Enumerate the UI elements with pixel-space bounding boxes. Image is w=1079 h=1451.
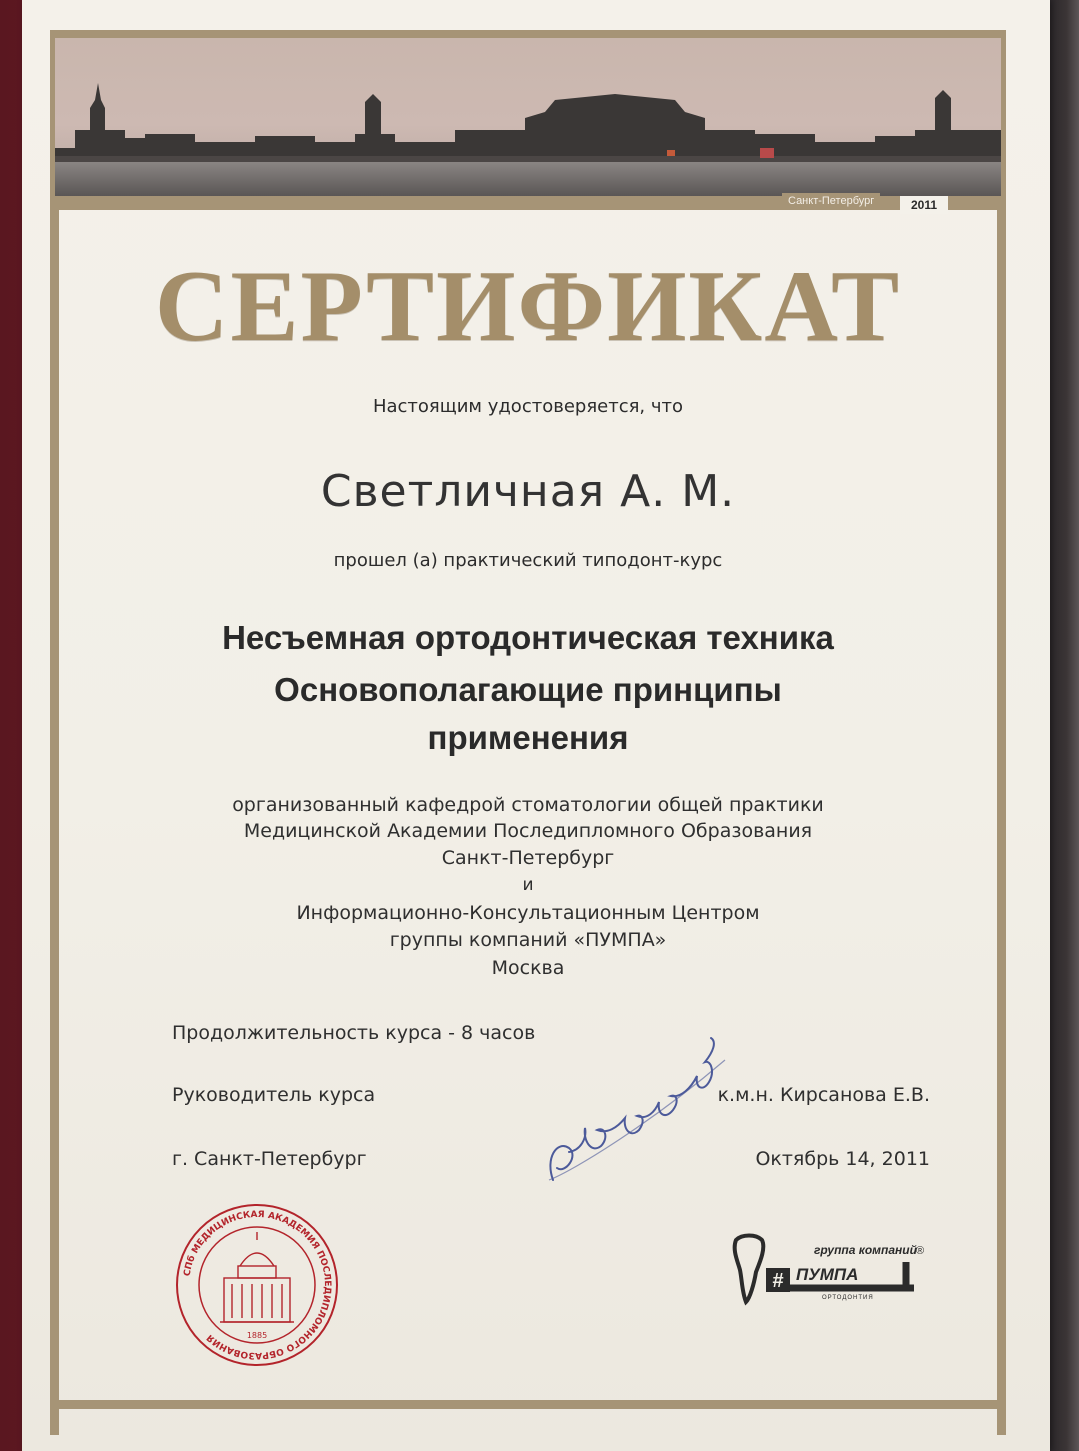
organizer-line-7: Москва [491,957,565,979]
passed-course-text: прошел (а) практический типодонт-курс [333,550,723,571]
issue-date: Октябрь 14, 2011 [755,1148,930,1170]
handwritten-signature [535,1030,735,1200]
svg-text:СПб МЕДИЦИНСКАЯ АКАДЕМИЯ ПОСЛЕ: СПб МЕДИЦИНСКАЯ АКАДЕМИЯ ПОСЛЕДИПЛОМНОГО ОБРАЗОВАНИЯ [182,1209,333,1361]
course-title-line-1: Несъемная ортодонтическая техника [222,619,834,656]
pumpa-group-logo [726,1232,926,1312]
banner-year-label: 2011 [900,196,948,214]
svg-text:®: ® [916,1245,925,1257]
svg-text:#: # [772,1270,784,1292]
folder-spine [1048,0,1079,1451]
course-title-line-2: Основополагающие принципы [274,671,782,708]
supervisor-name: к.м.н. Кирсанова Е.В. [717,1084,930,1106]
organizer-line-2: Медицинской Академии Последипломного Образования [243,820,813,842]
issue-place: г. Санкт-Петербург [172,1148,367,1170]
city-panorama-banner [55,38,1001,196]
academy-seal [172,1200,342,1370]
organizer-line-1: организованный кафедрой стоматологии общей практики [232,794,824,816]
certificate-frame-bottom [50,1400,1006,1409]
svg-text:ОРТОДОНТИЯ: ОРТОДОНТИЯ [822,1295,874,1301]
city-skyline-illustration [55,38,1001,196]
organizer-line-5: Информационно-Консультационным Центром [296,902,760,924]
recipient-name: Светличная А. М. [320,466,736,517]
organizer-line-4: и [522,875,534,895]
intro-text: Настоящим удостоверяется, что [372,396,684,417]
banner-city-label: Санкт-Петербург [782,193,880,209]
svg-text:1885: 1885 [246,1331,268,1340]
supervisor-label: Руководитель курса [172,1084,376,1106]
certificate-title: СЕРТИФИКАТ [154,250,902,363]
course-duration: Продолжительность курса - 8 часов [172,1022,536,1044]
organizer-line-3: Санкт-Петербург [441,847,615,869]
course-title-line-3: применения [427,719,629,756]
organizer-line-6: группы компаний «ПУМПА» [389,929,667,951]
svg-text:группа компаний: группа компаний [814,1243,917,1257]
svg-text:ПУМПА: ПУМПА [796,1265,859,1284]
